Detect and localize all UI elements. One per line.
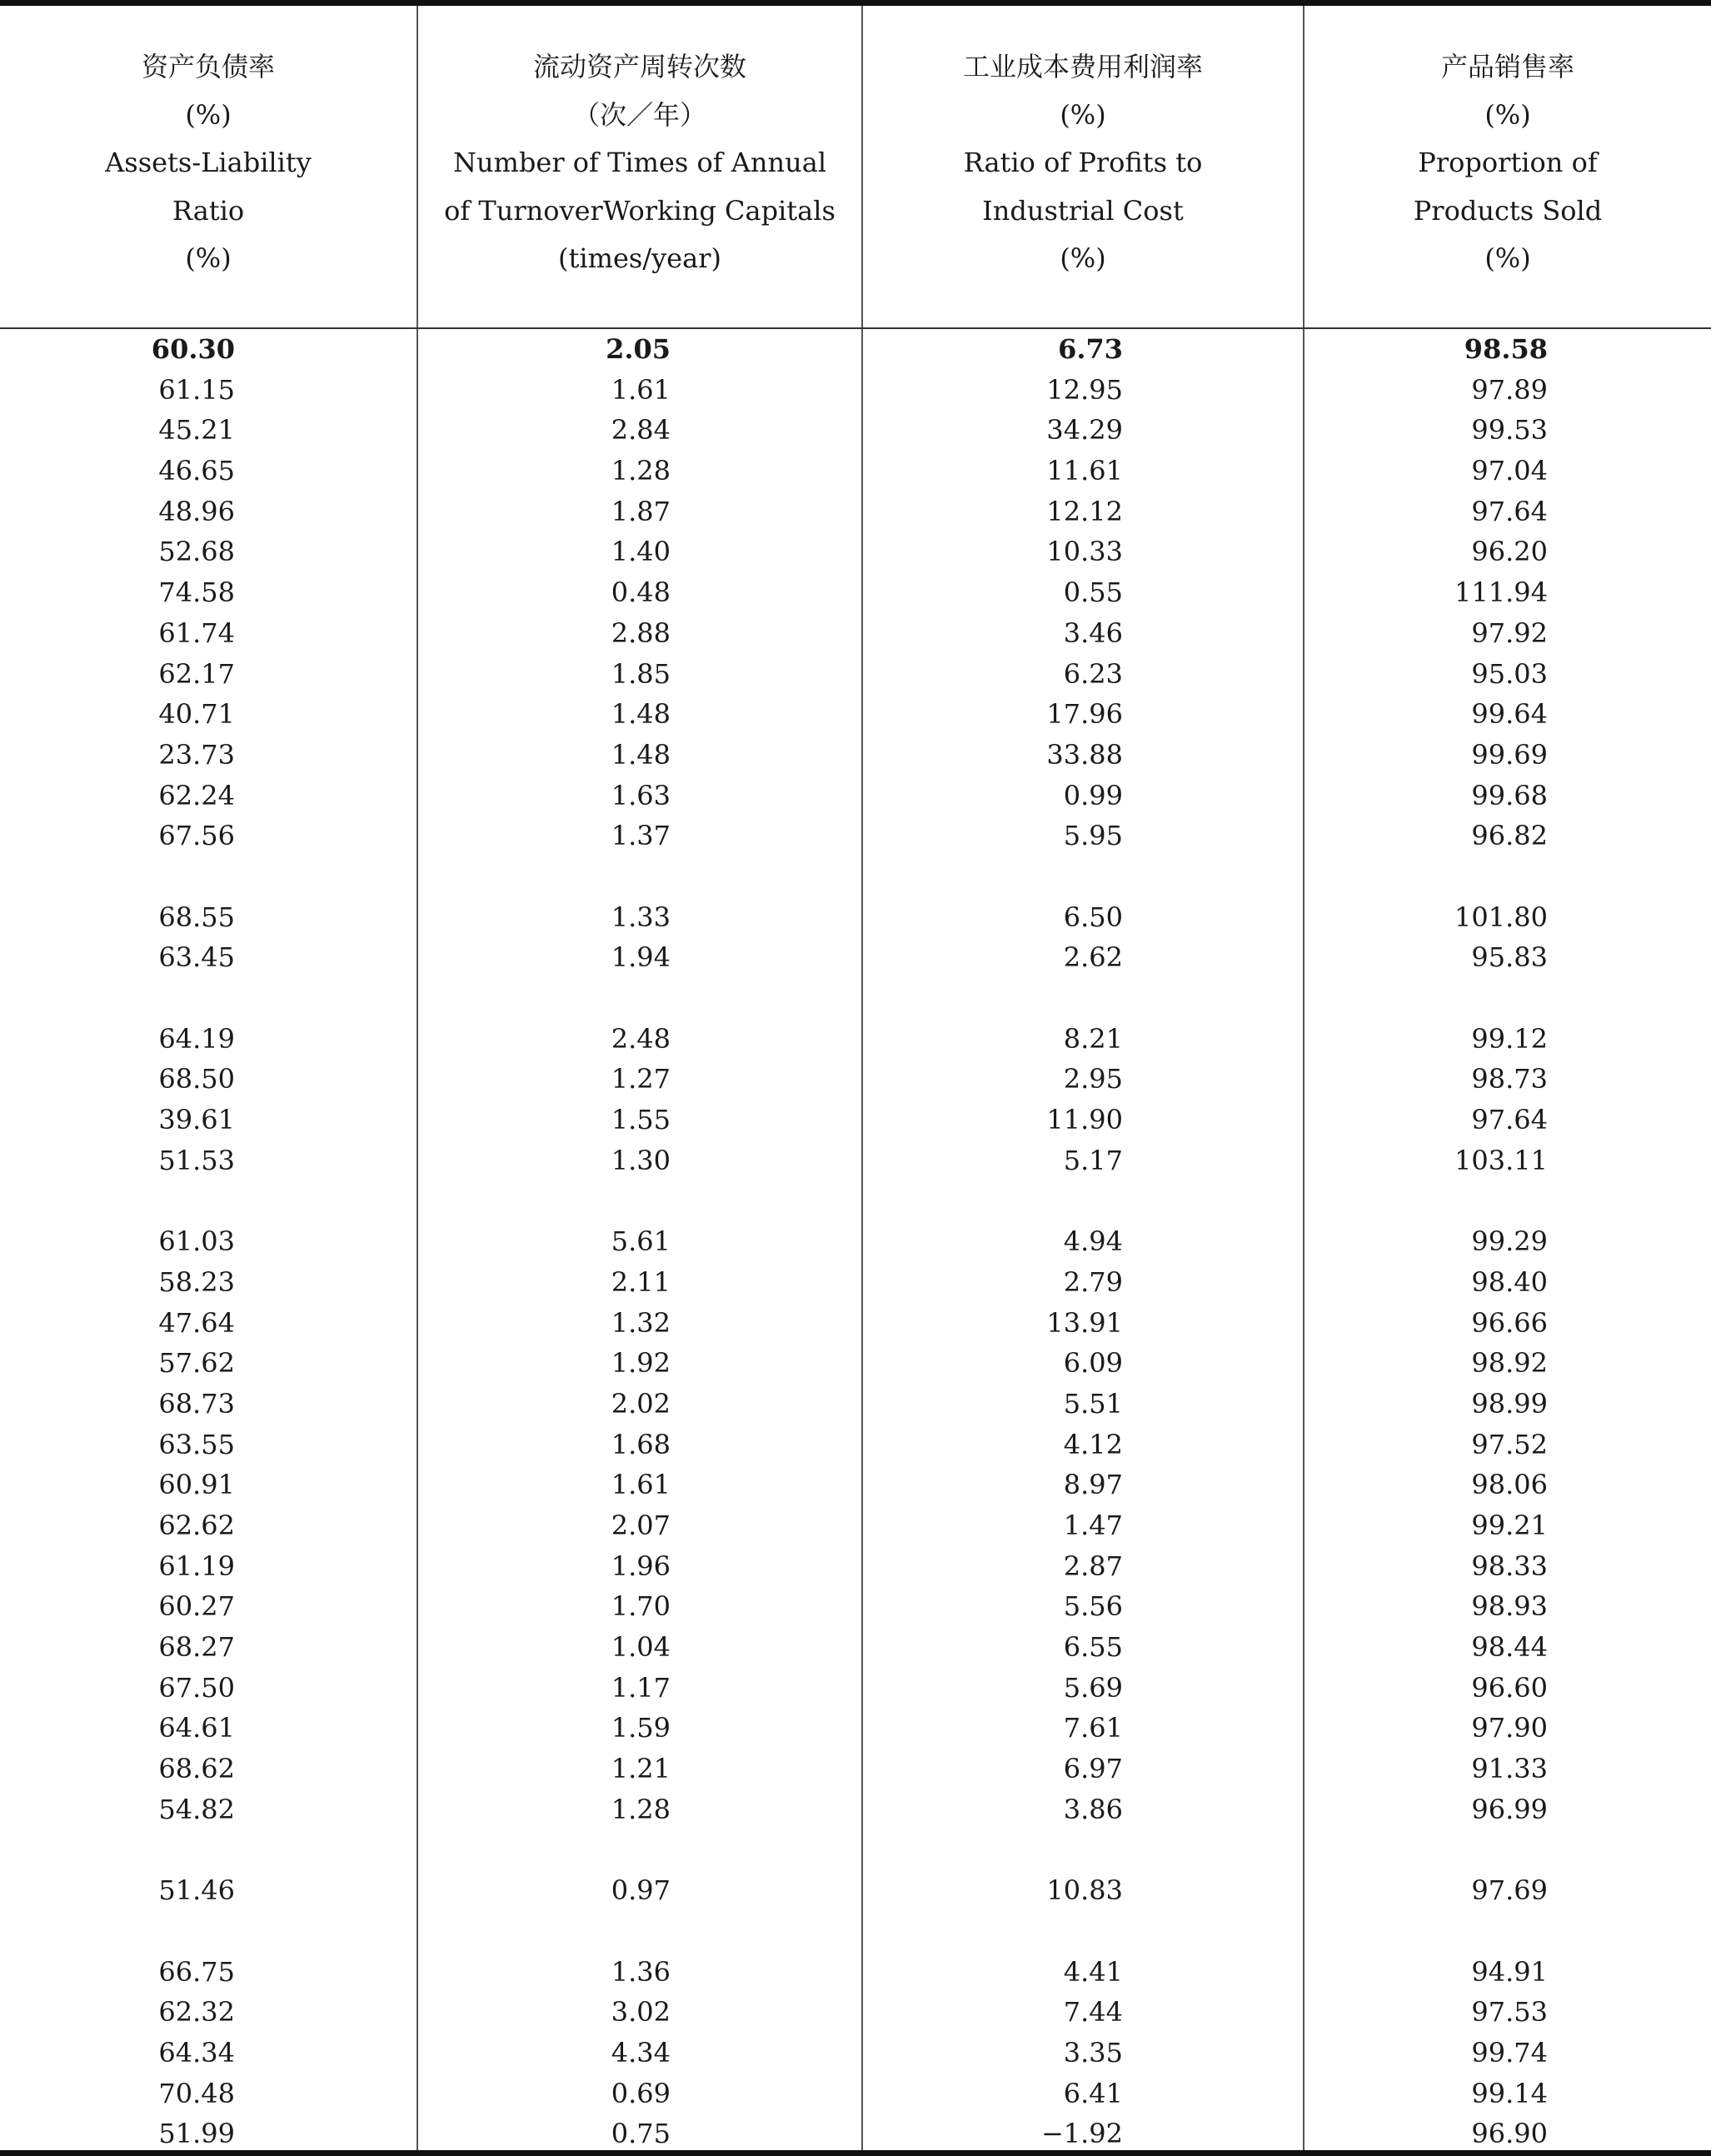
table-cell: 57.62 (158, 1347, 235, 1380)
table-cell: 1.85 (611, 657, 671, 690)
table-cell: 64.61 (158, 1712, 235, 1744)
table-cell: 98.93 (1471, 1590, 1548, 1623)
header-line: Products Sold (1413, 194, 1603, 227)
table-cell: 96.99 (1471, 1793, 1548, 1825)
table-cell: 67.56 (158, 820, 235, 852)
table-cell: 51.46 (158, 1874, 235, 1907)
header-line: 流动资产周转次数 (532, 51, 746, 82)
table-cell: 12.95 (1046, 373, 1123, 406)
table-cell: 62.24 (158, 779, 235, 811)
table-cell: 99.29 (1471, 1225, 1548, 1258)
table-cell: 6.41 (1063, 2077, 1123, 2109)
header-line: (times/year) (558, 242, 721, 274)
table-row (0, 1303, 1711, 1344)
header-line: (%) (185, 242, 232, 274)
header-line: (%) (1484, 242, 1531, 274)
table-row (0, 1019, 1711, 1060)
table-cell: 3.35 (1063, 2036, 1123, 2069)
table-cell: 68.62 (158, 1753, 235, 1785)
table-cell: 0.48 (611, 576, 671, 609)
table-cell: 5.51 (1063, 1387, 1123, 1420)
table-cell: 6.97 (1063, 1753, 1123, 1785)
table-cell: 6.55 (1063, 1631, 1123, 1663)
table-row (0, 1789, 1711, 1830)
table-cell: 74.58 (158, 576, 235, 609)
table-cell: 40.71 (158, 698, 235, 731)
table-cell: 97.64 (1471, 495, 1548, 527)
header-profit-to-cost-ratio (863, 43, 1303, 283)
table-row (0, 1100, 1711, 1140)
table-cell: 23.73 (158, 738, 235, 771)
table-cell: 98.06 (1471, 1469, 1548, 1501)
table-row (0, 1425, 1711, 1465)
table-cell: 64.19 (158, 1022, 235, 1055)
table-cell: 4.94 (1063, 1225, 1123, 1258)
table-cell: 1.70 (611, 1590, 671, 1623)
table-cell: 33.88 (1046, 738, 1123, 771)
table-cell: 97.92 (1471, 616, 1548, 649)
table-cell: 95.03 (1471, 657, 1548, 690)
table-cell: 99.64 (1471, 698, 1548, 731)
header-line: (%) (1484, 98, 1531, 131)
table-cell: 63.55 (158, 1428, 235, 1460)
table-cell: 2.62 (1063, 941, 1123, 974)
table-row (0, 1059, 1711, 1100)
table-row (0, 1343, 1711, 1384)
table-row (0, 1262, 1711, 1303)
table-row (0, 572, 1711, 613)
table-cell: 6.09 (1063, 1347, 1123, 1380)
table-row (0, 2033, 1711, 2074)
table-row (0, 1221, 1711, 1262)
table-cell: 98.99 (1471, 1387, 1548, 1420)
header-turnover-times (418, 43, 861, 283)
table-cell: 4.12 (1063, 1428, 1123, 1460)
table-cell: 61.19 (158, 1550, 235, 1582)
table-cell: 60.91 (158, 1469, 235, 1501)
table-row (0, 1384, 1711, 1425)
table-cell: 2.07 (611, 1509, 671, 1541)
table-cell: 67.50 (158, 1671, 235, 1704)
table-cell: 2.05 (606, 333, 671, 365)
table-cell: 98.92 (1471, 1347, 1548, 1380)
table-cell: 1.96 (611, 1550, 671, 1582)
table-cell: 48.96 (158, 495, 235, 527)
table-cell: 0.75 (611, 2118, 671, 2150)
table-cell: 98.58 (1464, 333, 1548, 365)
header-products-sold (1304, 43, 1711, 283)
table-row (0, 654, 1711, 695)
table-row (0, 1140, 1711, 1181)
table-cell: 2.95 (1063, 1063, 1123, 1095)
table-cell: 96.82 (1471, 820, 1548, 852)
table-cell: 5.95 (1063, 820, 1123, 852)
table-cell: 8.21 (1063, 1022, 1123, 1055)
table-cell: 97.52 (1471, 1428, 1548, 1460)
header-line: of TurnoverWorking Capitals (444, 194, 836, 227)
table-row (0, 2114, 1711, 2154)
table-row (0, 1749, 1711, 1789)
table-row (0, 370, 1711, 411)
table-cell: 54.82 (158, 1793, 235, 1825)
table-row (0, 1668, 1711, 1709)
table-cell: 1.33 (611, 901, 671, 933)
table-cell: 103.11 (1454, 1144, 1548, 1176)
table-cell: 51.53 (158, 1144, 235, 1176)
table-cell: 2.84 (611, 414, 671, 447)
table-cell: 0.97 (611, 1874, 671, 1907)
table-cell: 45.21 (158, 414, 235, 447)
table-row (0, 1992, 1711, 2033)
header-line: 产品销售率 (1440, 51, 1574, 82)
table-cell: 0.55 (1063, 576, 1123, 609)
table-cell: 1.48 (611, 698, 671, 731)
table-cell: 1.92 (611, 1347, 671, 1380)
table-row (0, 2074, 1711, 2114)
table-cell: 1.21 (611, 1753, 671, 1785)
table-cell: 61.03 (158, 1225, 235, 1258)
table-row (0, 776, 1711, 816)
table-cell: 1.32 (611, 1306, 671, 1339)
table-cell: 6.23 (1063, 657, 1123, 690)
header-line: Assets-Liability (105, 147, 312, 178)
table-row (0, 1870, 1711, 1911)
table-cell: 1.55 (611, 1104, 671, 1136)
table-cell: 98.73 (1471, 1063, 1548, 1095)
table-cell: 61.15 (158, 373, 235, 406)
table-cell: 62.62 (158, 1509, 235, 1541)
header-line: 工业成本费用利润率 (962, 51, 1203, 82)
header-line: （次／年） (572, 98, 706, 131)
table-cell: 1.17 (611, 1671, 671, 1704)
table-row (0, 897, 1711, 938)
table-row (0, 1465, 1711, 1505)
table-cell: 70.48 (158, 2077, 235, 2109)
table-cell: 8.97 (1063, 1469, 1123, 1501)
table-cell: 11.61 (1046, 455, 1123, 487)
table-row (0, 613, 1711, 654)
table-cell: 58.23 (158, 1265, 235, 1298)
table-cell: 17.96 (1046, 698, 1123, 731)
table-cell: 111.94 (1454, 576, 1548, 609)
table-cell: 1.61 (611, 373, 671, 406)
table-cell: 99.68 (1471, 779, 1548, 811)
table-cell: 1.61 (611, 1469, 671, 1501)
table-cell: 7.61 (1063, 1712, 1123, 1744)
table-cell: 99.14 (1471, 2077, 1548, 2109)
top-rule (0, 0, 1711, 6)
header-line: (%) (1060, 98, 1106, 131)
table-cell: 62.32 (158, 1996, 235, 2029)
table-cell: 1.27 (611, 1063, 671, 1095)
table-cell: 5.17 (1063, 1144, 1123, 1176)
table-cell: 64.34 (158, 2036, 235, 2069)
table-cell: 68.55 (158, 901, 235, 933)
table-body (0, 329, 1711, 2154)
table-cell: 34.29 (1046, 414, 1123, 447)
table-cell: 12.12 (1046, 495, 1123, 527)
table-row (0, 735, 1711, 776)
table-cell: 97.90 (1471, 1712, 1548, 1744)
table-cell: 60.30 (151, 333, 235, 365)
table-cell: 99.74 (1471, 2036, 1548, 2069)
header-line: 资产负债率 (141, 51, 275, 82)
table-cell: 10.83 (1046, 1874, 1123, 1907)
table-cell: 1.48 (611, 738, 671, 771)
table-cell: 60.27 (158, 1590, 235, 1623)
table-cell: 66.75 (158, 1955, 235, 1988)
table-cell: 1.63 (611, 779, 671, 811)
table-row (0, 532, 1711, 572)
table-cell: 68.27 (158, 1631, 235, 1663)
table-row (0, 492, 1711, 532)
table-cell: 1.59 (611, 1712, 671, 1744)
table-cell: 6.73 (1058, 333, 1123, 365)
table-cell: 91.33 (1471, 1753, 1548, 1785)
table-cell: 1.87 (611, 495, 671, 527)
table-cell: 47.64 (158, 1306, 235, 1339)
table-cell: 99.53 (1471, 414, 1548, 447)
header-line: Ratio of Profits to (963, 147, 1203, 178)
table-cell: 94.91 (1471, 1955, 1548, 1988)
table-cell: 3.02 (611, 1996, 671, 2029)
table-cell: 99.69 (1471, 738, 1548, 771)
table-cell: 98.33 (1471, 1550, 1548, 1582)
table-cell: 52.68 (158, 536, 235, 568)
table-cell: 68.50 (158, 1063, 235, 1095)
table-row (0, 1708, 1711, 1749)
table-cell: 0.99 (1063, 779, 1123, 811)
table-cell: 11.90 (1046, 1104, 1123, 1136)
table-cell: 39.61 (158, 1104, 235, 1136)
table-cell: 5.61 (611, 1225, 671, 1258)
table-cell: 1.94 (611, 941, 671, 974)
table-cell: 6.50 (1063, 901, 1123, 933)
table-cell: 63.45 (158, 941, 235, 974)
table-row (0, 329, 1711, 370)
table-cell: 1.68 (611, 1428, 671, 1460)
header-line: Proportion of (1418, 147, 1598, 178)
table-cell: 97.64 (1471, 1104, 1548, 1136)
header-line: (%) (185, 98, 232, 131)
table-cell: 1.47 (1063, 1509, 1123, 1541)
table-cell: 5.56 (1063, 1590, 1123, 1623)
table-cell: 7.44 (1063, 1996, 1123, 2029)
table-cell: 2.87 (1063, 1550, 1123, 1582)
header-line: (%) (1060, 242, 1106, 274)
table-cell: 97.53 (1471, 1996, 1548, 2029)
table-cell: 46.65 (158, 455, 235, 487)
table-cell: 2.88 (611, 616, 671, 649)
table-row (0, 1546, 1711, 1587)
table-cell: 1.28 (611, 1793, 671, 1825)
table-cell: 96.20 (1471, 536, 1548, 568)
table-cell: 4.41 (1063, 1955, 1123, 1988)
table-cell: 68.73 (158, 1387, 235, 1420)
header-line: Industrial Cost (982, 194, 1184, 227)
table-cell: 61.74 (158, 616, 235, 649)
header-line: Number of Times of Annual (452, 147, 827, 178)
table-cell: 97.89 (1471, 373, 1548, 406)
table-cell: 1.40 (611, 536, 671, 568)
table-row (0, 937, 1711, 978)
table-cell: 13.91 (1046, 1306, 1123, 1339)
table-cell: 2.79 (1063, 1265, 1123, 1298)
table-row (0, 1505, 1711, 1546)
table-cell: 1.28 (611, 455, 671, 487)
table-cell: 99.21 (1471, 1509, 1548, 1541)
table-cell: 1.30 (611, 1144, 671, 1176)
table-cell: 99.12 (1471, 1022, 1548, 1055)
table-row (0, 816, 1711, 856)
header-assets-liability-ratio (0, 43, 417, 283)
table-cell: 10.33 (1046, 536, 1123, 568)
table-cell: 96.90 (1471, 2118, 1548, 2150)
table-cell: 97.04 (1471, 455, 1548, 487)
table-cell: 3.46 (1063, 616, 1123, 649)
table-cell: 5.69 (1063, 1671, 1123, 1704)
table-cell: 96.60 (1471, 1671, 1548, 1704)
table-cell: 1.37 (611, 820, 671, 852)
table-cell: 98.44 (1471, 1631, 1548, 1663)
header-line: Ratio (172, 194, 245, 227)
table-cell: 4.34 (611, 2036, 671, 2069)
table-cell: −1.92 (1040, 2118, 1123, 2150)
table-row (0, 1627, 1711, 1668)
table-cell: 2.02 (611, 1387, 671, 1420)
table-cell: 98.40 (1471, 1265, 1548, 1298)
table-cell: 95.83 (1471, 941, 1548, 974)
table-row (0, 1952, 1711, 1993)
table-row (0, 694, 1711, 735)
table-row (0, 451, 1711, 492)
table-cell: 0.69 (611, 2077, 671, 2109)
table-cell: 2.48 (611, 1022, 671, 1055)
table-cell: 96.66 (1471, 1306, 1548, 1339)
table-cell: 1.04 (611, 1631, 671, 1663)
table-cell: 1.36 (611, 1955, 671, 1988)
table-cell: 51.99 (158, 2118, 235, 2150)
table-cell: 2.11 (611, 1265, 671, 1298)
table-cell: 101.80 (1454, 901, 1548, 933)
table-row (0, 1586, 1711, 1627)
table-cell: 97.69 (1471, 1874, 1548, 1907)
table-row (0, 410, 1711, 451)
bottom-rule (0, 2150, 1711, 2156)
table-cell: 3.86 (1063, 1793, 1123, 1825)
table-cell: 62.17 (158, 657, 235, 690)
